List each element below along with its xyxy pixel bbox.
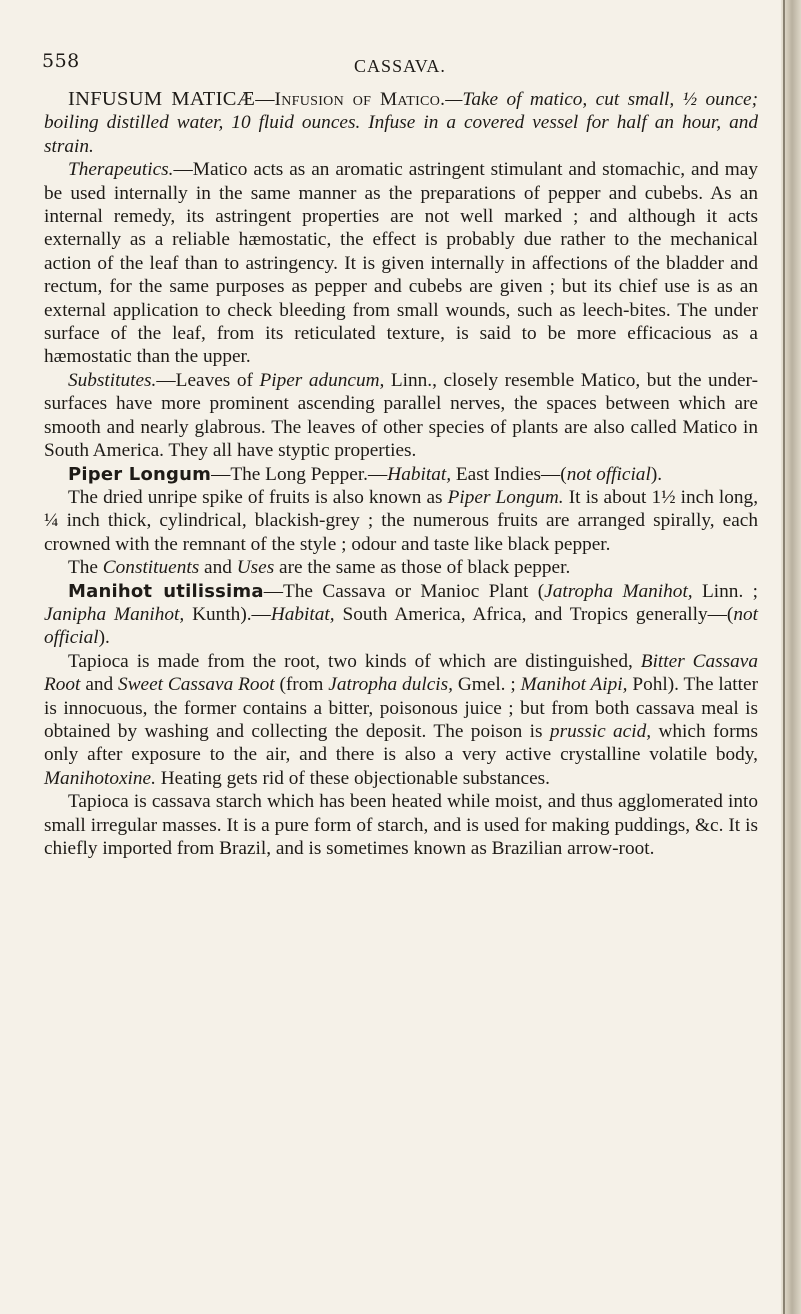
infusum-recipe: —Take of matico, cut small, ½ ounce; boiling distilled water, 10 fluid ounces. Infuse in a covered vessel for half an hour, and strain. — [44, 89, 758, 157]
constituents-text-2: and — [199, 557, 237, 579]
manihot-not-official: not official — [44, 603, 758, 649]
piper-longum-description-2: It is about 1½ inch long, ¼ inch thick, cylindrical, blackish-grey ; the numerous fruits are arranged spirally, each crowned with the remnant of the style ; odour and taste like black pepper. — [44, 486, 759, 555]
piper-longum-title: Piper Longum — [68, 463, 212, 485]
manihot-synonym-3: Jatropha dulcis, — [328, 674, 453, 696]
substitutes-paragraph — [44, 369, 758, 463]
therapeutics-label: Therapeutics. — [68, 159, 174, 181]
constituents-text-1: The — [68, 557, 103, 579]
piper-longum-habitat-label: Habitat, — [387, 463, 452, 485]
substitutes-label: Substitutes. — [68, 369, 157, 391]
manihotoxine: Manihotoxine. — [44, 767, 156, 789]
page-body — [44, 88, 758, 860]
tapioca-text-3: (from — [274, 674, 329, 696]
piper-longum-text-3: ). — [650, 463, 663, 485]
manihot-text-5: ). — [98, 627, 110, 649]
sweet-cassava-root: Sweet Cassava Root — [118, 674, 275, 696]
tapioca-text-5: Pohl). The latter is innocuous, the former contains a bitter, poisonous juice ; but from both cassava meal is obtained by washing and collecting the deposit. The poison is — [44, 674, 758, 742]
tapioca-text-2: and — [80, 674, 119, 696]
tapioca-text-4: Gmel. ; — [452, 674, 521, 696]
piper-longum-constituents — [44, 556, 758, 579]
prussic-acid: prussic acid, — [549, 720, 652, 742]
manihot-text-1: —The Cassava or Manioc Plant ( — [263, 580, 545, 602]
therapeutics-paragraph — [44, 158, 758, 369]
infusum-subtitle: Infusion of Matico. — [274, 89, 446, 110]
tapioca-paragraph — [44, 650, 758, 790]
tapioca-text-1: Tapioca is made from the root, two kinds of which are distinguished, — [68, 650, 641, 672]
manihot-text-4: South America, Africa, and Tropics generally—( — [334, 603, 734, 625]
running-title: CASSAVA. — [354, 56, 446, 76]
substitutes-text-1: —Leaves of — [156, 369, 260, 391]
tapioca-starch-paragraph: Tapioca is cassava starch which has been heated while moist, and thus agglomerated into small irregular masses. It is a pure form of starch, and is used for making puddings, &c. It is chiefly imported from Brazil, and is sometimes known as Brazilian arrow-root. — [44, 791, 758, 859]
constituents-text-3: are the same as those of black pepper. — [274, 557, 571, 579]
piper-longum-entry — [44, 463, 758, 486]
manihot-synonym-1: Jatropha Manihot, — [544, 580, 693, 602]
piper-longum-text-2: East Indies—( — [451, 463, 567, 485]
piper-longum-not-official: not official — [566, 463, 651, 485]
page-binding-edge — [783, 0, 785, 1314]
manihot-synonym-4: Manihot Aipi, — [520, 674, 628, 696]
manihot-title: Manihot utilissima — [68, 580, 264, 602]
page-number: 558 — [42, 50, 80, 72]
infusum-title: INFUSUM MATICÆ — [68, 88, 256, 110]
manihot-habitat-label: Habitat, — [270, 603, 335, 625]
piper-longum-text-1: —The Long Pepper.— — [211, 463, 388, 485]
manihot-synonym-2: Janipha Manihot, — [44, 603, 185, 625]
uses-label: Uses — [236, 557, 275, 579]
bitter-cassava-root: Bitter Cassava Root — [44, 650, 759, 696]
piper-longum-description-species: Piper Longum. — [447, 486, 564, 508]
tapioca-text-7: Heating gets rid of these objectionable substances. — [155, 767, 551, 789]
manihot-text-3: Kunth).— — [184, 603, 271, 625]
manihot-entry — [44, 580, 758, 650]
infusum-dash: — — [255, 89, 275, 110]
infusum-entry — [44, 88, 758, 158]
constituents-label: Constituents — [102, 557, 200, 579]
substitutes-text-2: Linn., closely resemble Matico, but the under-surfaces have more prominent ascending parallel nerves, the spaces between which are smooth and nearly glabrous. The leaves of other species of plants are also called Matico in South America. They all have styptic properties. — [44, 369, 758, 462]
substitutes-species: Piper aduncum, — [259, 369, 385, 391]
manihot-text-2: Linn. ; — [692, 580, 759, 602]
piper-longum-description-1: The dried unripe spike of fruits is also known as — [68, 486, 448, 508]
therapeutics-text: —Matico acts as an aromatic astringent stimulant and stomachic, and may be used internally in the same manner as the preparations of pepper and cubebs. As an internal remedy, its astringent properties are not well marked ; and although it acts externally as a reliable hæmostatic, the effect is probably due rather to the mechanical action of the leaf than to astringency. It is given internally in affections of the bladder and rectum, for the same purposes as pepper and cubebs are given ; but its chief use is as an external application to check bleeding from small wounds, such as leech-bites. The under surface of the leaf, from its reticulated texture, is said to be more efficacious as a hæmostatic than the upper. — [44, 159, 758, 368]
tapioca-text-6: which forms only after exposure to the air, and there is also a very active crystalline volatile body, — [44, 720, 758, 766]
page-header — [42, 50, 758, 80]
piper-longum-description — [44, 486, 758, 556]
